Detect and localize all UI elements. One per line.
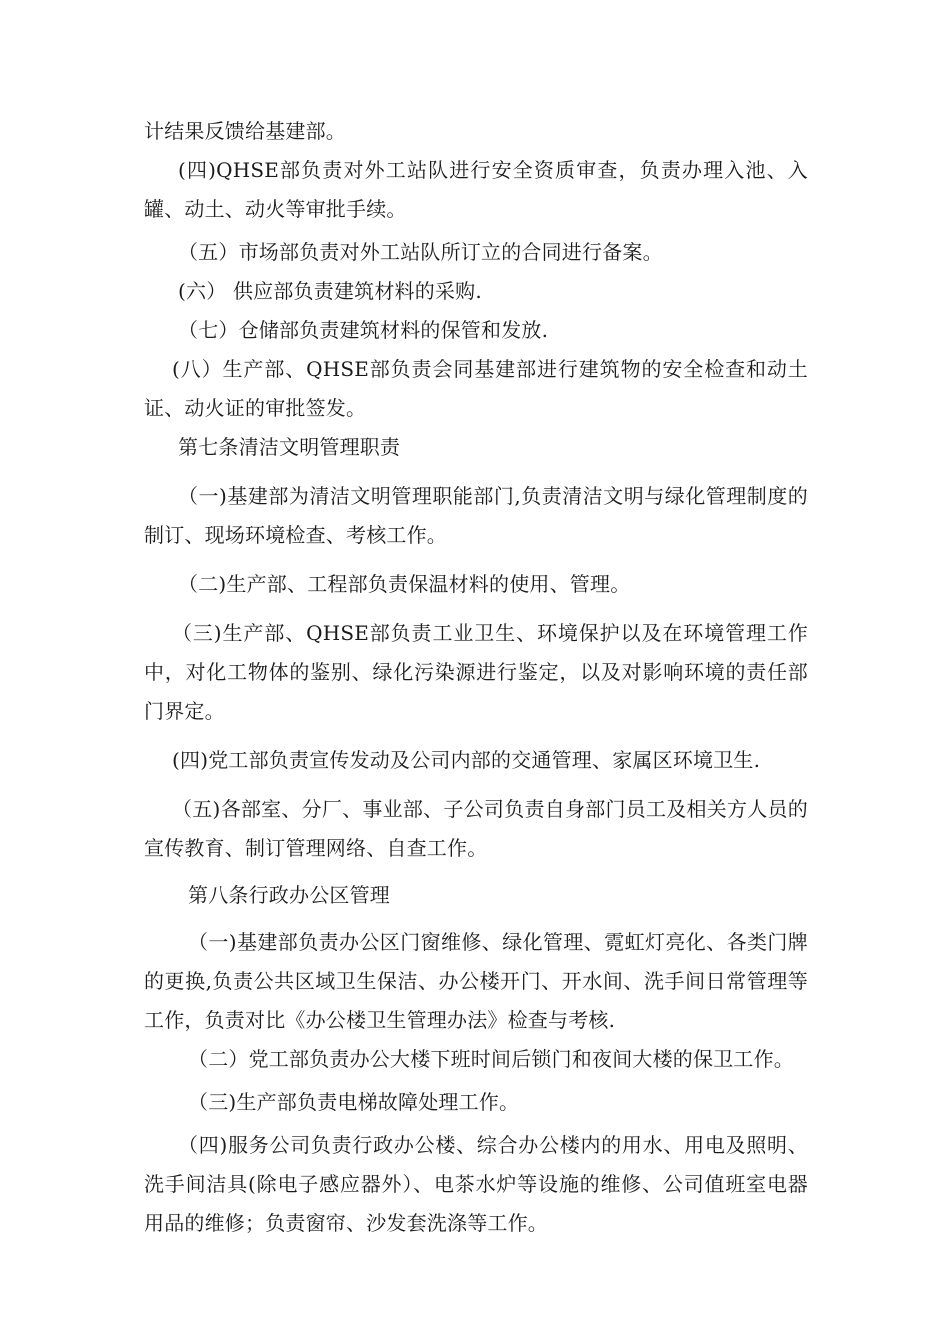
paragraph-clean-5: （五)各部室、分厂、事业部、子公司负责自身部门员工及相关方人员的宣传教育、制订管理网络、自查工作。 xyxy=(144,797,808,860)
paragraph-item-8: (八）生产部、QHSE部负责会同基建部进行建筑物的安全检查和动土证、动火证的审批签发。 xyxy=(144,357,808,420)
paragraph-clean-4: (四)党工部负责宣传发动及公司内部的交通管理、家属区环境卫生. xyxy=(172,748,761,772)
article-heading-7: 第七条清洁文明管理职责 xyxy=(178,435,401,459)
paragraph-item-4: (四)QHSE部负责对外工站队进行安全资质审查，负责办理入池、入罐、动土、动火等审批手续。 xyxy=(144,158,808,221)
paragraph-office-1: （一)基建部负责办公区门窗维修、绿化管理、霓虹灯亮化、各类门牌的更换,负责公共区域卫生保洁、办公楼开门、开水间、洗手间日常管理等工作，负责对比《办公楼卫生管理办法》检查与考核. xyxy=(144,930,808,1032)
paragraph-item-7: （七）仓储部负责建筑材料的保管和发放. xyxy=(178,318,549,342)
paragraph-office-2: （二）党工部负责办公大楼下班时间后锁门和夜间大楼的保卫工作。 xyxy=(188,1047,794,1071)
article-heading-8: 第八条行政办公区管理 xyxy=(188,883,390,907)
paragraph-office-3: （三)生产部负责电梯故障处理工作。 xyxy=(188,1090,520,1114)
paragraph-clean-2: （二)生产部、工程部负责保温材料的使用、管理。 xyxy=(178,572,631,596)
paragraph-clean-1: （一)基建部为清洁文明管理职能部门,负责清洁文明与绿化管理制度的制订、现场环境检查、考核工作。 xyxy=(144,484,808,547)
paragraph-item-6: (六） 供应部负责建筑材料的采购. xyxy=(178,279,482,303)
paragraph-clean-3: （三)生产部、QHSE部负责工业卫生、环境保护以及在环境管理工作中，对化工物体的鉴别、绿化污染源进行鉴定，以及对影响环境的责任部门界定。 xyxy=(144,621,808,723)
paragraph-continuation: 计结果反馈给基建部。 xyxy=(144,119,346,143)
paragraph-item-5: （五）市场部负责对外工站队所订立的合同进行备案。 xyxy=(178,240,663,264)
document-body xyxy=(144,112,808,1243)
paragraph-office-4: （四)服务公司负责行政办公楼、综合办公楼内的用水、用电及照明、洗手间洁具(除电子感应器外）、电茶水炉等设施的维修、公司值班室电器用品的维修；负责窗帘、沙发套洗涤等工作。 xyxy=(144,1133,808,1235)
